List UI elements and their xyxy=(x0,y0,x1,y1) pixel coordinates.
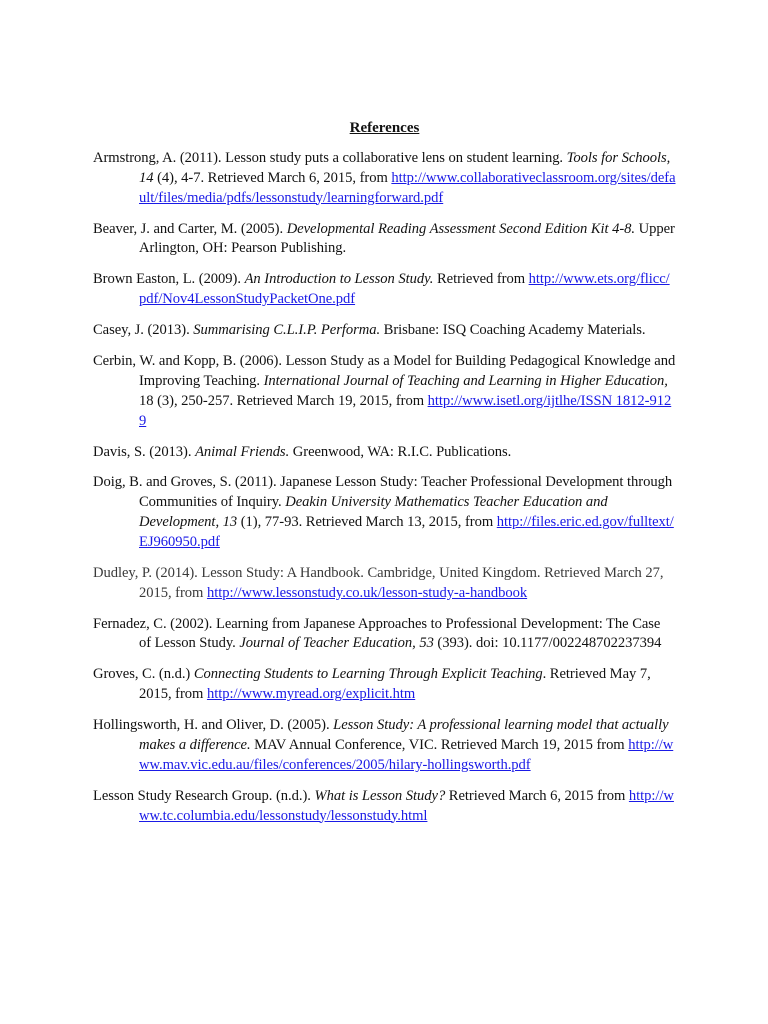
page-title: References xyxy=(349,120,420,136)
ref-text: Fernadez, C. (2002). Learning from Japanese Approaches to Professional Development: The Case of Lesson Study. xyxy=(93,615,661,652)
ref-source: Animal Friends. xyxy=(195,443,290,460)
ref-link[interactable]: http://www.lessonstudy.co.uk/lesson-study-a-handbook xyxy=(206,584,528,601)
reference-groves xyxy=(93,665,676,705)
reference-beaver xyxy=(93,220,676,260)
reference-armstrong xyxy=(93,149,676,208)
ref-text: 18 (3), 250-257. Retrieved March 19, 2015, from xyxy=(139,392,428,409)
ref-text: Doig, B. and Groves, S. (2011). Japanese Lesson Study: Teacher Professional Development through Communities of Inquiry. xyxy=(93,474,673,511)
ref-text: Casey, J. (2013). xyxy=(93,322,194,339)
ref-text: (1), 77-93. Retrieved March 13, 2015, from xyxy=(237,514,497,531)
ref-text: Hollingsworth, H. and Oliver, D. (2005). xyxy=(93,717,334,734)
reference-cerbin xyxy=(93,352,676,431)
ref-text: . Retrieved May 7, 2015, from xyxy=(139,666,651,703)
ref-link[interactable]: http://files.eric.ed.gov/fulltext/EJ960950.pdf xyxy=(139,514,674,550)
reference-dudley xyxy=(93,564,676,604)
ref-text: Brisbane: ISQ Coaching Academy Materials. xyxy=(380,322,646,339)
ref-text: Armstrong, A. (2011). Lesson study puts a collaborative lens on student learning. xyxy=(93,150,567,166)
reference-brown-easton xyxy=(93,270,676,310)
ref-source: Lesson Study: A professional learning model that actually makes a difference. xyxy=(139,717,669,753)
ref-link[interactable]: http://www.mav.vic.edu.au/files/conferences/2005/hilary-hollingsworth.pdf xyxy=(139,737,674,773)
reference-casey xyxy=(93,321,676,341)
ref-source: Journal of Teacher Education, 53 xyxy=(239,635,434,652)
ref-text: Groves, C. (n.d.) xyxy=(93,666,194,683)
ref-source: What is Lesson Study? xyxy=(314,787,446,804)
ref-text: Lesson Study Research Group. (n.d.). xyxy=(93,787,315,804)
ref-text: Cerbin, W. and Kopp, B. (2006). Lesson Study as a Model for Building Pedagogical Knowledge and Improving Teaching. xyxy=(93,353,676,389)
ref-link[interactable]: http://www.tc.columbia.edu/lessonstudy/lessonstudy.html xyxy=(139,787,674,824)
ref-text: Dudley, P. (2014). Lesson Study: A Handbook. Cambridge, United Kingdom. Retrieved March 27, 2015, from xyxy=(93,564,664,601)
ref-text: Retrieved from xyxy=(433,271,529,288)
ref-source: Connecting Students to Learning Through Explicit Teaching xyxy=(193,666,543,683)
ref-source: Deakin University Mathematics Teacher Education and Development, 13 xyxy=(139,494,608,531)
ref-link[interactable]: http://www.isetl.org/ijtlhe/ISSN 1812-9129 xyxy=(139,392,672,429)
ref-source: Developmental Reading Assessment Second Edition Kit 4-8. xyxy=(286,220,636,237)
reference-hollingsworth xyxy=(93,716,676,775)
ref-link[interactable]: http://www.ets.org/flicc/pdf/Nov4LessonStudyPacketOne.pdf xyxy=(139,271,670,308)
ref-source: An Introduction to Lesson Study. xyxy=(244,271,434,288)
ref-text: Retrieved March 6, 2015 from xyxy=(445,787,629,804)
ref-source: Tools for Schools, 14 xyxy=(139,150,671,186)
ref-link[interactable]: http://www.myread.org/explicit.htm xyxy=(206,686,416,703)
ref-text: Upper Arlington, OH: Pearson Publishing. xyxy=(139,220,675,257)
reference-fernadez xyxy=(93,615,676,655)
reference-davis xyxy=(93,443,676,463)
ref-link[interactable]: http://www.collaborativeclassroom.org/sites/default/files/media/pdfs/lessonstudy/learningforward.pdf xyxy=(139,169,676,206)
ref-text: MAV Annual Conference, VIC. Retrieved March 19, 2015 from xyxy=(250,737,629,753)
reference-doig xyxy=(93,473,676,552)
reference-list xyxy=(93,149,676,838)
ref-source: International Journal of Teaching and Learning in Higher Education, xyxy=(263,372,668,389)
ref-text: Davis, S. (2013). xyxy=(93,443,196,460)
ref-source: Summarising C.L.I.P. Performa. xyxy=(193,322,381,339)
reference-lesson-study-research-group xyxy=(93,787,676,827)
ref-text: (393). doi: 10.1177/002248702237394 xyxy=(433,635,662,652)
ref-text: Greenwood, WA: R.I.C. Publications. xyxy=(289,443,512,460)
ref-text: Brown Easton, L. (2009). xyxy=(93,271,245,288)
ref-text: (4), 4-7. Retrieved March 6, 2015, from xyxy=(153,169,392,186)
ref-text: Beaver, J. and Carter, M. (2005). xyxy=(93,220,287,237)
